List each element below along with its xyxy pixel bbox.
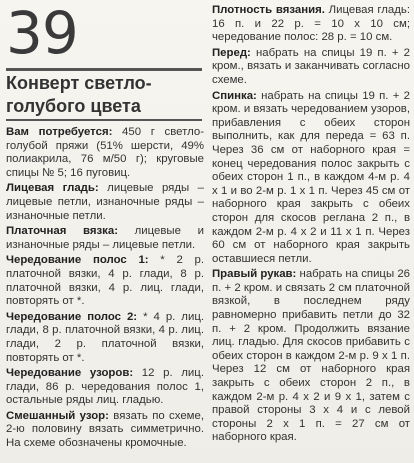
patterns-text: 12 р. лиц. глади, 86 р. чередования полос 1, остальные ряды лиц. гладью. (6, 367, 204, 407)
mixed-heading: Смешанный узор: (6, 409, 109, 422)
stripes1-heading: Чередование полос 1: (6, 254, 149, 267)
gauge-paragraph (212, 4, 410, 45)
sleeve-heading: Правый рукав: (212, 268, 297, 281)
stripes2-text: * 4 р. лиц. глади, 8 р. платочной вязки, 4 р. лиц. глади, 2 р. платочной вязки, повторять от *. (6, 310, 205, 364)
mixed-paragraph (6, 410, 204, 451)
sleeve-text: набрать на спицы 26 п. + 2 кром. и связать 2 см платочной вязкой, в последнем ряду равномерно прибавить петли до 32 п. + 2 кром. Продолжить вязание лиц. гладью. Для скосов прибавить с обеих сторон в каждом 2-м р. 9 х 1 п. Через 12 см от наборного края закрыть с обеих сторон 2 п., в каждом 2-м р. 4 х 2 и 9 х 1, затем с правой стороны 3 х 4 и с левой стороны 2 х 1 п. = 27 см от наборного края. (212, 268, 410, 444)
mixed-text: вязать по схеме, 2-ю половину вязать симметрично. На схеме обозначены кромочные. (6, 409, 204, 450)
garter-heading: Платочная вязка: (6, 225, 118, 238)
gauge-heading: Плотность вязания. (212, 4, 325, 16)
materials-paragraph (6, 126, 204, 180)
back-paragraph (212, 90, 410, 267)
garter-paragraph (6, 225, 204, 252)
right-column (212, 4, 410, 447)
pattern-number: 39 (6, 0, 78, 67)
gauge-text: Лицевая гладь: 16 п. и 22 р. = 10 х 10 см; чередование полос: 28 р. = 10 см. (212, 4, 410, 44)
materials-text: 450 г светло-голубой пряжи (51% шерсти, 49% полиакрила, 76 м/50 г); круговые спицы № 5; 16 пуговиц. (6, 126, 204, 179)
front-text: набрать на спицы 19 п. + 2 кром., вязать и заканчивать согласно схеме. (212, 46, 410, 86)
garter-text: лицевые и изнаночные ряды – лицевые петли. (6, 225, 204, 251)
stripes1-paragraph (6, 254, 204, 308)
stockinette-text: лицевые ряды – лицевые петли, изнаночные ряды – изнаночные петли. (6, 182, 204, 222)
front-paragraph (212, 47, 410, 88)
patterns-paragraph (6, 367, 204, 408)
materials-heading: Вам потребуется: (6, 126, 113, 138)
left-column (6, 126, 204, 453)
patterns-heading: Чередование узоров: (6, 367, 134, 380)
stripes2-heading: Чередование полос 2: (6, 310, 138, 323)
back-text: набрать на спицы 19 п. + 2 кром. и вязать чередованием узоров, прибавления с обеих сторон выполнить, как для переда = 63 п. Через 36 см от наборного края = конец чередования полос закрыть с обеих сторон 1 п., в каждом 4-м р. 4 х 1 и во 2-м р. 1 х 1 п. Через 45 см от наборного края закрыть с обеих сторон для скосов реглана 2 п., в каждом 2-м р. 4 х 2 и 11 х 1 п. Через 60 см от наборного края закрыть оставшиеся петли. (212, 89, 410, 265)
back-heading: Спинка: (212, 89, 257, 102)
front-heading: Перед: (212, 46, 251, 59)
stripes2-paragraph (6, 311, 204, 365)
sleeve-paragraph (212, 268, 410, 445)
number-divider (6, 68, 202, 71)
pattern-title: Конверт светло-голубого цвета (6, 73, 152, 116)
stockinette-paragraph (6, 182, 204, 223)
stockinette-heading: Лицевая гладь: (6, 182, 99, 195)
title-divider (6, 119, 202, 121)
stripes1-text: * 2 р. платочной вязки, 4 р. глади, 8 р. платочной вязки, 4 р. лиц. глади, повторять от *. (6, 254, 204, 308)
